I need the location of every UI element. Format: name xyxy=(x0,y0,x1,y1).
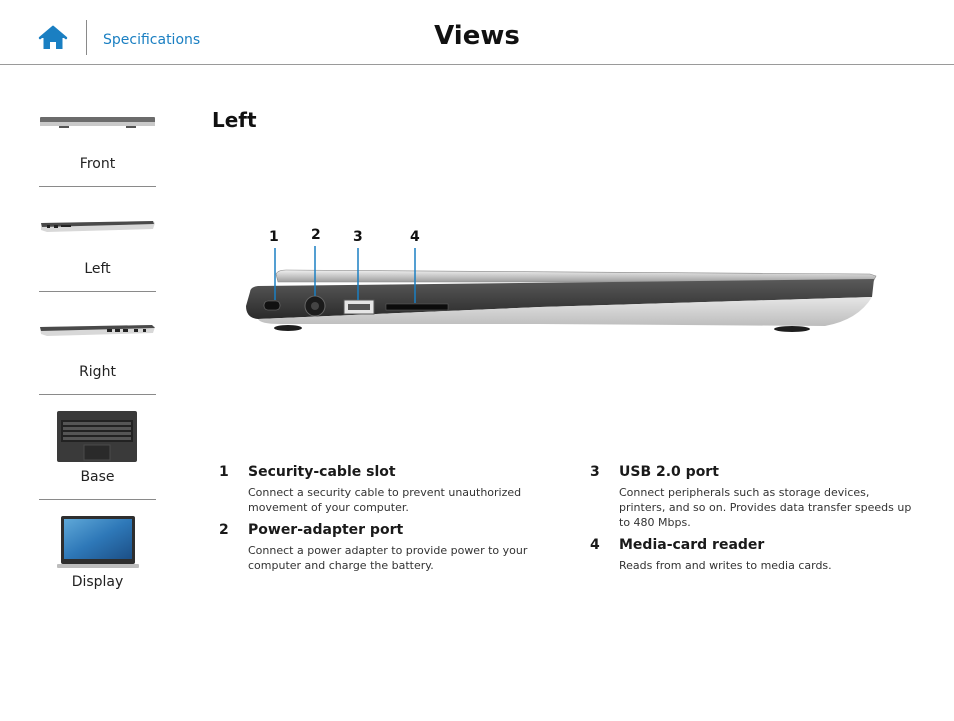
feature-name: Security-cable slot xyxy=(248,464,396,480)
section-title: Left xyxy=(212,108,257,132)
callout-number: 1 xyxy=(269,229,279,245)
sidebar-item-base[interactable] xyxy=(39,411,156,501)
laptop-display-thumbnail-icon xyxy=(39,514,156,570)
feature-number: 2 xyxy=(219,522,229,538)
feature-number: 3 xyxy=(590,464,600,480)
callout-number: 2 xyxy=(311,227,321,243)
sidebar-divider xyxy=(39,186,156,187)
feature-description: Reads from and writes to media cards. xyxy=(619,559,832,572)
callout-number: 4 xyxy=(410,229,420,245)
sidebar-divider xyxy=(39,291,156,292)
laptop-right-thumbnail-icon xyxy=(39,319,156,339)
specifications-link[interactable]: Specifications xyxy=(103,32,201,48)
sidebar-item-front[interactable] xyxy=(39,100,156,187)
laptop-base-thumbnail-icon xyxy=(39,411,156,463)
sidebar-divider xyxy=(39,499,156,500)
laptop-left-side-illustration xyxy=(240,222,880,342)
sidebar-item-label: Left xyxy=(84,261,111,277)
laptop-left-side-diagram xyxy=(240,222,880,342)
sidebar-item-display[interactable] xyxy=(39,514,156,594)
sidebar-item-label: Right xyxy=(79,364,116,380)
feature-number: 4 xyxy=(590,537,600,553)
sidebar-item-left[interactable] xyxy=(39,205,156,292)
feature-name: USB 2.0 port xyxy=(619,464,719,480)
header-bar xyxy=(0,0,954,65)
feature-description: Connect a power adapter to provide power to your computer and charge the battery. xyxy=(248,544,528,572)
page-title: Views xyxy=(434,21,520,51)
feature-number: 1 xyxy=(219,464,229,480)
laptop-left-thumbnail-icon xyxy=(39,215,156,235)
sidebar-item-label: Display xyxy=(71,574,124,590)
feature-description: Connect a security cable to prevent unauthorized movement of your computer. xyxy=(248,486,522,514)
sidebar-divider xyxy=(39,394,156,395)
laptop-front-thumbnail-icon xyxy=(39,114,156,130)
feature-name: Power-adapter port xyxy=(248,522,404,538)
sidebar-item-right[interactable] xyxy=(39,309,156,396)
feature-name: Media-card reader xyxy=(619,537,765,553)
sidebar-item-label: Front xyxy=(79,156,116,172)
feature-description: Connect peripherals such as storage devices, printers, and so on. Provides data transfer speeds up to 480 Mbps. xyxy=(619,486,912,529)
sidebar-item-label: Base xyxy=(80,469,115,485)
callout-number: 3 xyxy=(353,229,363,245)
